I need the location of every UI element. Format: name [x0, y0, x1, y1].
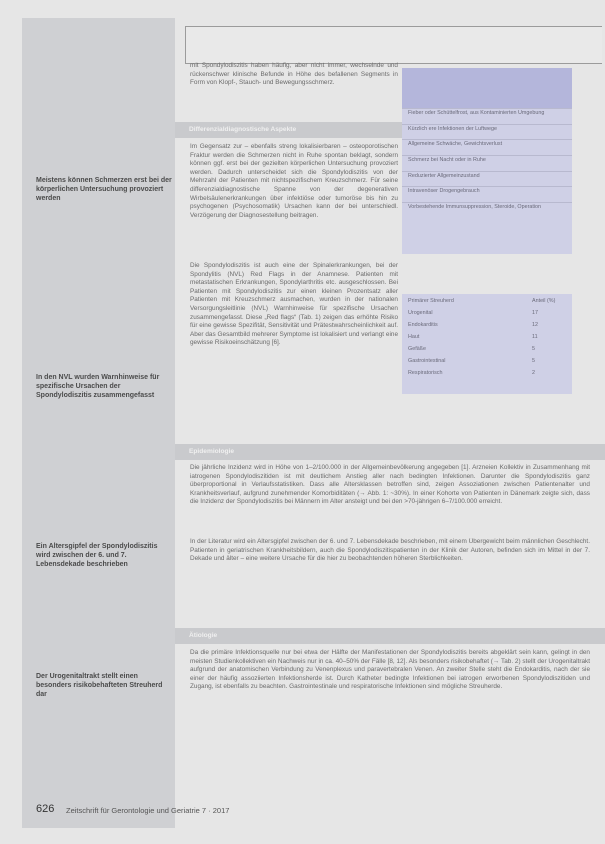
table-row	[402, 334, 572, 343]
red-flag-item: Kürzlich ere Infektionen der Luftwege	[402, 124, 572, 140]
margin-note: Meistens können Schmerzen erst bei der körperlichen Untersuchung provoziert werden	[36, 177, 172, 202]
margin-column	[22, 18, 175, 828]
red-flags-header	[402, 68, 572, 108]
red-flag-item: Schmerz bei Nacht oder in Ruhe	[402, 155, 572, 171]
red-flag-item: Intravenöser Drogengebrauch	[402, 186, 572, 202]
table-header: Anteil (%)	[532, 298, 556, 304]
section-heading: Ätiologie	[189, 632, 218, 639]
header-box	[185, 26, 602, 64]
table-cell: 17	[532, 310, 538, 316]
margin-note: Der Urogenitaltrakt stellt einen besonders risikobehafteten Streuherd dar	[36, 673, 163, 698]
table-cell: Respiratorisch	[408, 370, 443, 376]
red-flags-box	[402, 68, 572, 254]
table-cell: 2	[532, 370, 535, 376]
table-cell: Gefäße	[408, 346, 426, 352]
paragraph: Da die primäre Infektionsquelle nur bei etwa der Hälfte der Manifestationen der Spondylodiszitis bereits abgeklärt sein kann, gelingt in den meisten Studienkollektiven ein Nachweis nur in ca. 40–50% der Fälle [8, 12]. Als besonders risikobehaftet (→ Tab. 2) stellt der Urogenitaltrakt aufgrund der anatomischen Verbindung zu Venenplexus und paravertebralen Venen. An zweiter Stelle steht die Endokarditis, nach der sie einer der häufig assoziierten Infektionsherde ist. Durch Katheter bedingte Infektionen bei iatrogen erworbenen Spondylodiszitiden und Zugang, ist ebenfalls zu beachten. Gastrointestinale und respiratorische Infektionen sind mögliche Streuherde.	[190, 649, 590, 691]
journal-name: Zeitschrift für Gerontologie und Geriatrie 7 · 2017	[66, 806, 230, 815]
red-flag-item: Fieber oder Schüttelfrost, aus Kontaminierten Umgebung	[402, 108, 572, 124]
red-flag-item: Allgemeine Schwäche, Gewichtsverlust	[402, 139, 572, 155]
table-header-row	[402, 298, 572, 307]
table-cell: Gastrointestinal	[408, 358, 446, 364]
table-cell: Endokarditis	[408, 322, 438, 328]
section-heading-band	[175, 122, 402, 138]
table-row	[402, 370, 572, 379]
table-cell: 11	[532, 334, 538, 340]
section-heading-band	[175, 628, 605, 644]
paragraph: Im Gegensatz zur – ebenfalls streng lokalisierbaren – osteoporotischen Fraktur werden die Schmerzen nicht in Ruhe spontan beklagt, sondern können ggf. erst bei der gezielten körperlichen Untersuchung provoziert werden. Dadurch unterscheidet sich die Spondylodiszitis von der Mehrzahl der Patienten mit nichtspezifischem Kreuzschmerz. Für seine differenzialdiagnostische Spanne von der degenerativen Wirbelsäulenerkrankungen über infektiöse oder tumoröse bis hin zu psychogenen (Psychosomatik) Ursachen kann der bei unterschiedl. Verzögerung der Diagnosestellung beitragen.	[190, 143, 398, 219]
paragraph: Die jährliche Inzidenz wird in Höhe von 1–2/100.000 in der Allgemeinbevölkerung angegeben [1]. Arzneien Kollektiv in Zusammenhang mit iatrogenen Spondylodiszitiden ist mit deutlichem Anstieg aller nach bedingten Infektionen. Darunter die Spondylodiszitis ganz überproportional in Verlaufsstatistiken. Dass alle Altersklassen betroffen sind, zeigen Assoziationen zwischen Patientenalter und Krankheitsverlauf, aufgrund zunehmender Komorbiditäten (→ Abb. 1: ~30%). In einer Kohorte von Patienten in Dänemark zeigte sich, dass die Inzidenz der Spondylodiszitis bei Männern im Alter ansteigt und bei den >70-jährigen 6–7/100.000 erreicht.	[190, 464, 590, 506]
paragraph: In der Literatur wird ein Altersgipfel zwischen der 6. und 7. Lebensdekade beschrieben, mit einem Übergewicht beim männlichen Geschlecht. Patienten in geriatrischen Krankheitsbildern, auch die Spondylodiszitispatienten in der Klinik der Autoren, befinden sich im Mittel in der 7. Dekade und älter – eine weitere Ursache für die hier zu beobachtenden höheren Sterblichkeiten.	[190, 538, 590, 563]
table-cell: 12	[532, 322, 538, 328]
streuherd-table	[402, 294, 572, 394]
section-heading-band	[175, 444, 605, 460]
intro-paragraph: mit Spondylodiszitis haben häufig, aber nicht immer, wechselnde und rückenschwer klinische Befunde in Höhe des befallenen Segments in Form von Klopf-, Stauch- und Bewegungsschmerz.	[190, 62, 398, 87]
table-cell: Haut	[408, 334, 420, 340]
margin-note: Ein Altersgipfel der Spondylodiszitis wird zwischen der 6. und 7. Lebensdekade beschrieben	[36, 543, 158, 568]
page-number: 626	[36, 803, 55, 815]
table-row	[402, 310, 572, 319]
table-row	[402, 322, 572, 331]
margin-note: In den NVL wurden Warnhinweise für spezifische Ursachen der Spondylodiszitis zusammengefasst	[36, 374, 160, 399]
table-cell: 5	[532, 358, 535, 364]
table-row	[402, 358, 572, 367]
red-flag-item: Reduzierter Allgemeinzustand	[402, 171, 572, 187]
paragraph: Die Spondylodiszitis ist auch eine der Spinalerkrankungen, bei der Spondylitis (NVL) Red Flags in der Anamnese. Patienten mit metastatischen Erkrankungen, Spondylarthritis etc. ausgeschlossen. Bei Patienten mit Spondylodiszitis zur einen kleinen Prozentsatz aller Patienten mit Kreuzschmerz ausmachen, wurden in der nationalen Versorgungsleitlinie (NVL) Warnhinweise für spezifische Ursachen zusammengefasst. Diese „Red flags“ (Tab. 1) zeigen das erhöhte Risiko für eine gewisse Spezifität, Sensitivität und Prätestwahrscheinlichkeit auf. Aber das Gesamtbild mehrerer Symptome ist lokalisiert und verlangt eine gewisse Risikoeinschätzung [6].	[190, 262, 398, 347]
section-heading: Differenzialdiagnostische Aspekte	[189, 126, 297, 133]
red-flag-item: Vorbestehende Immunsuppression, Steroide, Operation	[402, 202, 572, 218]
section-heading: Epidemiologie	[189, 448, 235, 455]
table-row	[402, 346, 572, 355]
table-header: Primärer Streuherd	[408, 298, 454, 304]
table-cell: Urogenital	[408, 310, 433, 316]
table-cell: 5	[532, 346, 535, 352]
